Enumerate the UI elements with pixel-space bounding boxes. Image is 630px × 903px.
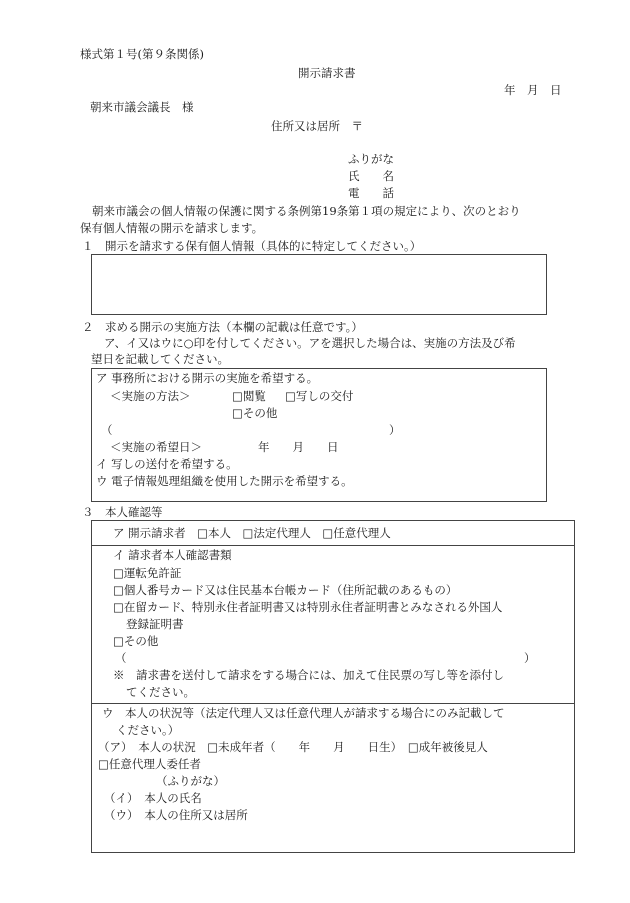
status-line[interactable]: （ア） 本人の状況 □未成年者（ 年 月 日生） □成年被後見人 — [98, 740, 488, 754]
form-number: 様式第１号(第９条関係) — [80, 47, 204, 61]
desired-date-label: ＜実施の希望日＞ — [110, 440, 202, 454]
section2-note-1: ア、イ又はウに○印を付してください。アを選択した場合は、実施の方法及び希 — [104, 336, 516, 350]
phone-label: 電 話 — [348, 186, 394, 200]
principal-name[interactable]: （イ） 本人の氏名 — [104, 791, 202, 805]
status-title-1: ウ 本人の状況等（法定代理人又は任意代理人が請求する場合にのみ記載して — [102, 706, 505, 720]
page-title: 開示請求書 — [298, 66, 356, 80]
doc-other-checkbox[interactable]: □その他 — [113, 634, 159, 648]
intro-line-2: 保有個人情報の開示を請求します。 — [80, 221, 264, 235]
method-view-checkbox[interactable]: □閲覧 — [232, 389, 266, 403]
option-a[interactable]: ア 事務所における開示の実施を希望する。 — [96, 371, 319, 385]
address-label: 住所又は居所 〒 — [271, 119, 363, 133]
furigana-label: ふりがな — [348, 152, 394, 166]
mail-note-1: ※ 請求書を送付して請求をする場合には、加えて住民票の写し等を添付し — [113, 668, 504, 682]
name-label: 氏 名 — [348, 169, 394, 183]
method-copy-checkbox[interactable]: □写しの交付 — [285, 389, 354, 403]
paren-open: （ — [101, 423, 113, 437]
section2-heading: ２ 求める開示の実施方法（本欄の記載は任意です。） — [82, 320, 363, 334]
status-line-2[interactable]: □任意代理人委任者 — [98, 757, 201, 771]
addressee: 朝来市議会議長 様 — [90, 100, 194, 114]
section2-note-2: 望日を記載してください。 — [91, 352, 229, 366]
method-other-checkbox[interactable]: □その他 — [232, 406, 278, 420]
status-title-2: ください。） — [116, 723, 180, 737]
divider — [91, 545, 575, 546]
requester-type-row[interactable]: ア 開示請求者 □本人 □法定代理人 □任意代理人 — [113, 526, 391, 540]
doc-residence-cont: 登録証明書 — [126, 617, 184, 631]
furigana-note: （ふりがな） — [156, 774, 225, 788]
id-docs-title: イ 請求者本人確認書類 — [113, 548, 232, 562]
doc-mynumber-checkbox[interactable]: □個人番号カード又は住民基本台帳カード（住所記載のあるもの） — [113, 583, 458, 597]
mail-note-2: てください。 — [126, 685, 195, 699]
requested-info-field[interactable] — [91, 254, 547, 315]
method-label: ＜実施の方法＞ — [110, 389, 191, 403]
divider — [91, 703, 575, 704]
doc-license-checkbox[interactable]: □運転免許証 — [113, 566, 182, 580]
option-u[interactable]: ウ 電子情報処理組織を使用した開示を希望する。 — [96, 474, 353, 488]
date-line: 年 月 日 — [504, 83, 562, 97]
paren-close: ） — [524, 651, 536, 665]
intro-line-1: 朝来市議会の個人情報の保護に関する条例第19条第１項の規定により、次のとおり — [92, 204, 521, 218]
desired-date-fields[interactable]: 年 月 日 — [258, 440, 339, 454]
paren-open: （ — [115, 651, 127, 665]
section3-heading: ３ 本人確認等 — [82, 505, 163, 519]
principal-address[interactable]: （ウ） 本人の住所又は居所 — [104, 808, 248, 822]
paren-close: ） — [389, 423, 401, 437]
doc-residence-checkbox[interactable]: □在留カード、特別永住者証明書又は特別永住者証明書とみなされる外国人 — [113, 600, 503, 614]
option-i[interactable]: イ 写しの送付を希望する。 — [96, 457, 238, 471]
section1-heading: １ 開示を請求する保有個人情報（具体的に特定してください。） — [82, 239, 422, 253]
